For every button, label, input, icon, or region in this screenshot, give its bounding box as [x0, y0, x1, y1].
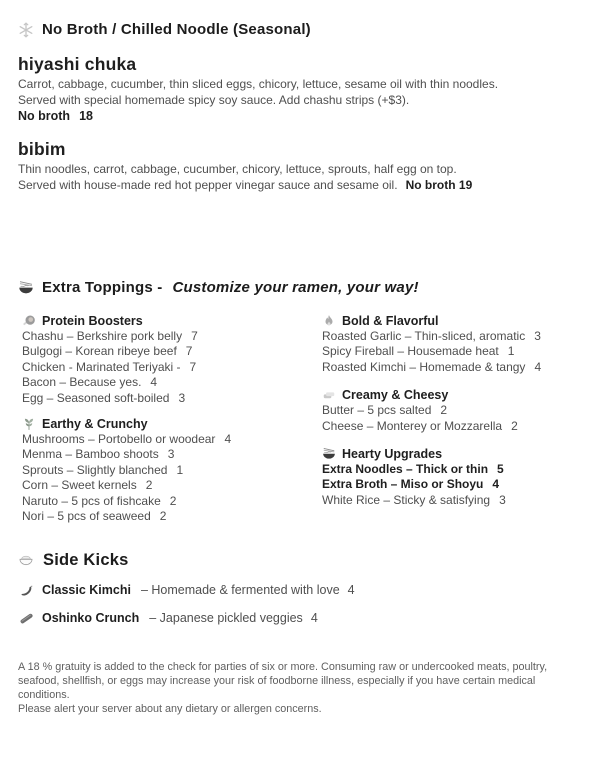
- topping-item: [22, 375, 322, 390]
- topping-text: Spicy Fireball – Housemade heat: [322, 344, 499, 359]
- side-item-name: Classic Kimchi: [42, 583, 131, 598]
- topping-text: Bacon – Because yes.: [22, 375, 142, 390]
- toppings-group-earthy: [22, 416, 322, 524]
- chilled-section-title: No Broth / Chilled Noodle (Seasonal): [42, 21, 311, 38]
- group-header: [22, 416, 322, 432]
- toppings-group-protein: [22, 313, 322, 406]
- topping-item: [322, 360, 584, 375]
- side-kicks-title: Side Kicks: [43, 551, 129, 570]
- topping-item: [22, 478, 322, 493]
- flame-icon: [322, 314, 336, 328]
- ramen-bowl-icon: [18, 280, 34, 296]
- toppings-column-right: [322, 313, 584, 524]
- pickle-icon: [18, 610, 34, 626]
- dish-name: bibim: [18, 139, 66, 159]
- topping-text: Roasted Garlic – Thin-sliced, aromatic: [322, 329, 526, 343]
- disclaimer-line: seafood, shellfish, or eggs may increase your risk of foodborne illness, especially if you have certain medical conditions.: [18, 675, 536, 702]
- herb-icon: [22, 417, 36, 431]
- disclaimer: [18, 660, 584, 716]
- topping-item: [22, 391, 322, 406]
- topping-text: Mushrooms – Portobello or woodear: [22, 432, 216, 447]
- topping-item: [22, 463, 322, 478]
- topping-price: 3: [534, 329, 541, 343]
- toppings-group-creamy: [322, 387, 584, 434]
- topping-text: Roasted Kimchi – Homemade & tangy: [322, 359, 526, 374]
- snowflake-icon: [18, 22, 34, 38]
- ramen-bowl-icon: [322, 447, 336, 461]
- topping-price: 2: [511, 418, 518, 433]
- topping-item: [22, 360, 322, 375]
- disclaimer-line: A 18 % gratuity is added to the check for parties of six or more. Consuming raw or undercooked meats, poultry,: [18, 661, 548, 674]
- topping-text: Extra Noodles – Thick or thin: [322, 462, 489, 477]
- toppings-group-hearty: [322, 446, 584, 508]
- toppings-list: [322, 462, 584, 508]
- group-title: Creamy & Cheesy: [342, 388, 449, 403]
- toppings-group-bold-flavorful: [322, 313, 584, 375]
- group-title: Hearty Upgrades: [342, 447, 443, 462]
- dish-price-line: [18, 108, 584, 124]
- price-value: 19: [458, 177, 473, 192]
- topping-text: Corn – Sweet kernels: [22, 478, 137, 493]
- side-item-price: 4: [310, 611, 318, 626]
- topping-item: [22, 329, 322, 344]
- topping-item: [322, 419, 584, 434]
- side-item-name: Oshinko Crunch: [42, 611, 140, 626]
- topping-text: Nori – 5 pcs of seaweed: [22, 509, 151, 524]
- side-item-price: 4: [347, 583, 355, 598]
- topping-item: [322, 477, 584, 492]
- topping-price: 7: [185, 344, 193, 359]
- topping-text: Cheese – Monterey or Mozzarella: [322, 418, 503, 433]
- topping-text: Chashu – Berkshire pork belly: [22, 329, 183, 343]
- menu-item-classic-kimchi: [18, 582, 584, 598]
- side-item-desc: – Japanese pickled veggies: [149, 611, 303, 626]
- topping-price: 4: [492, 477, 500, 492]
- toppings-list: [22, 432, 322, 524]
- topping-text: Chicken - Marinated Teriyaki -: [22, 359, 181, 374]
- topping-item: [322, 329, 584, 344]
- desc-line: Thin noodles, carrot, cabbage, cucumber, chicory, lettuce, sprouts, half egg on top.: [18, 162, 457, 176]
- group-header: [22, 313, 322, 329]
- side-kicks-header: [18, 550, 584, 570]
- meat-icon: [22, 314, 36, 328]
- topping-item: [22, 344, 322, 359]
- disclaimer-line: Please alert your server about any dietary or allergen concerns.: [18, 703, 322, 716]
- topping-item: [322, 344, 584, 359]
- dish-name: hiyashi chuka: [18, 54, 137, 74]
- toppings-column-left: [22, 313, 322, 524]
- chilled-noodle-section: [18, 20, 584, 193]
- chili-pepper-icon: [18, 582, 34, 598]
- toppings-header: [18, 278, 584, 297]
- group-header: [322, 446, 584, 462]
- disclaimer-lines: [18, 660, 584, 716]
- topping-price: 4: [224, 432, 232, 447]
- topping-item: [22, 509, 322, 524]
- desc-line: Served with special homemade spicy soy sauce. Add chashu strips (+$3).: [18, 92, 410, 107]
- topping-price: 2: [169, 493, 177, 508]
- topping-text: Sprouts – Slightly blanched: [22, 462, 168, 477]
- topping-text: Bulgogi – Korean ribeye beef: [22, 344, 177, 359]
- group-title: Earthy & Crunchy: [42, 417, 148, 432]
- group-title: Bold & Flavorful: [342, 314, 439, 328]
- dish-description: [18, 77, 584, 108]
- group-title: Protein Boosters: [42, 314, 143, 328]
- price-value: 18: [79, 109, 93, 123]
- topping-price: 5: [497, 462, 504, 477]
- toppings-list: [322, 403, 584, 434]
- topping-text: Menma – Bamboo shoots: [22, 447, 159, 462]
- menu-item-hiyashi-chuka: [18, 53, 584, 124]
- butter-icon: [322, 388, 336, 402]
- extra-toppings-section: [18, 278, 584, 524]
- topping-price: 2: [145, 478, 153, 493]
- topping-item: [322, 403, 584, 418]
- topping-price: 3: [499, 492, 506, 507]
- topping-price: 2: [159, 509, 167, 524]
- topping-text: Egg – Seasoned soft-boiled: [22, 390, 170, 405]
- price-label: No broth: [405, 177, 456, 192]
- topping-text: Extra Broth – Miso or Shoyu: [322, 477, 484, 492]
- dish-description: [18, 162, 584, 193]
- menu-item-oshinko-crunch: [18, 610, 584, 626]
- rice-bowl-icon: [18, 552, 34, 568]
- desc-line: Served with house-made red hot pepper vinegar sauce and sesame oil.: [18, 177, 398, 192]
- topping-price: 1: [176, 462, 184, 477]
- topping-price: 3: [167, 447, 175, 462]
- group-header: [322, 313, 584, 329]
- toppings-tagline: Customize your ramen, your way!: [172, 279, 419, 296]
- topping-price: 3: [178, 390, 186, 405]
- side-item-desc: – Homemade & fermented with love: [140, 583, 340, 598]
- topping-text: White Rice – Sticky & satisfying: [322, 492, 491, 507]
- topping-price: 4: [534, 359, 542, 374]
- topping-price: 4: [150, 375, 158, 390]
- topping-price: 7: [191, 329, 198, 343]
- chilled-section-header: [18, 20, 584, 39]
- topping-item: [322, 493, 584, 508]
- topping-price: 1: [507, 344, 515, 359]
- topping-item: [22, 447, 322, 462]
- toppings-list: [322, 329, 584, 375]
- dish-price-line: [406, 178, 473, 192]
- group-header: [322, 387, 584, 403]
- topping-text: Butter – 5 pcs salted: [322, 403, 432, 418]
- side-kicks-section: [18, 550, 584, 626]
- price-label: No broth: [18, 109, 71, 123]
- topping-price: 2: [440, 403, 448, 418]
- topping-text: Naruto – 5 pcs of fishcake: [22, 493, 161, 508]
- toppings-title: Extra Toppings -: [42, 279, 163, 296]
- toppings-list: [22, 329, 322, 406]
- topping-item: [22, 432, 322, 447]
- topping-item: [22, 494, 322, 509]
- toppings-columns: [18, 313, 584, 524]
- topping-item: [322, 462, 584, 477]
- menu-item-bibim: [18, 138, 584, 193]
- topping-price: 7: [189, 359, 197, 374]
- desc-line: Carrot, cabbage, cucumber, thin sliced eggs, chicory, lettuce, sesame oil with thin noodles.: [18, 77, 499, 91]
